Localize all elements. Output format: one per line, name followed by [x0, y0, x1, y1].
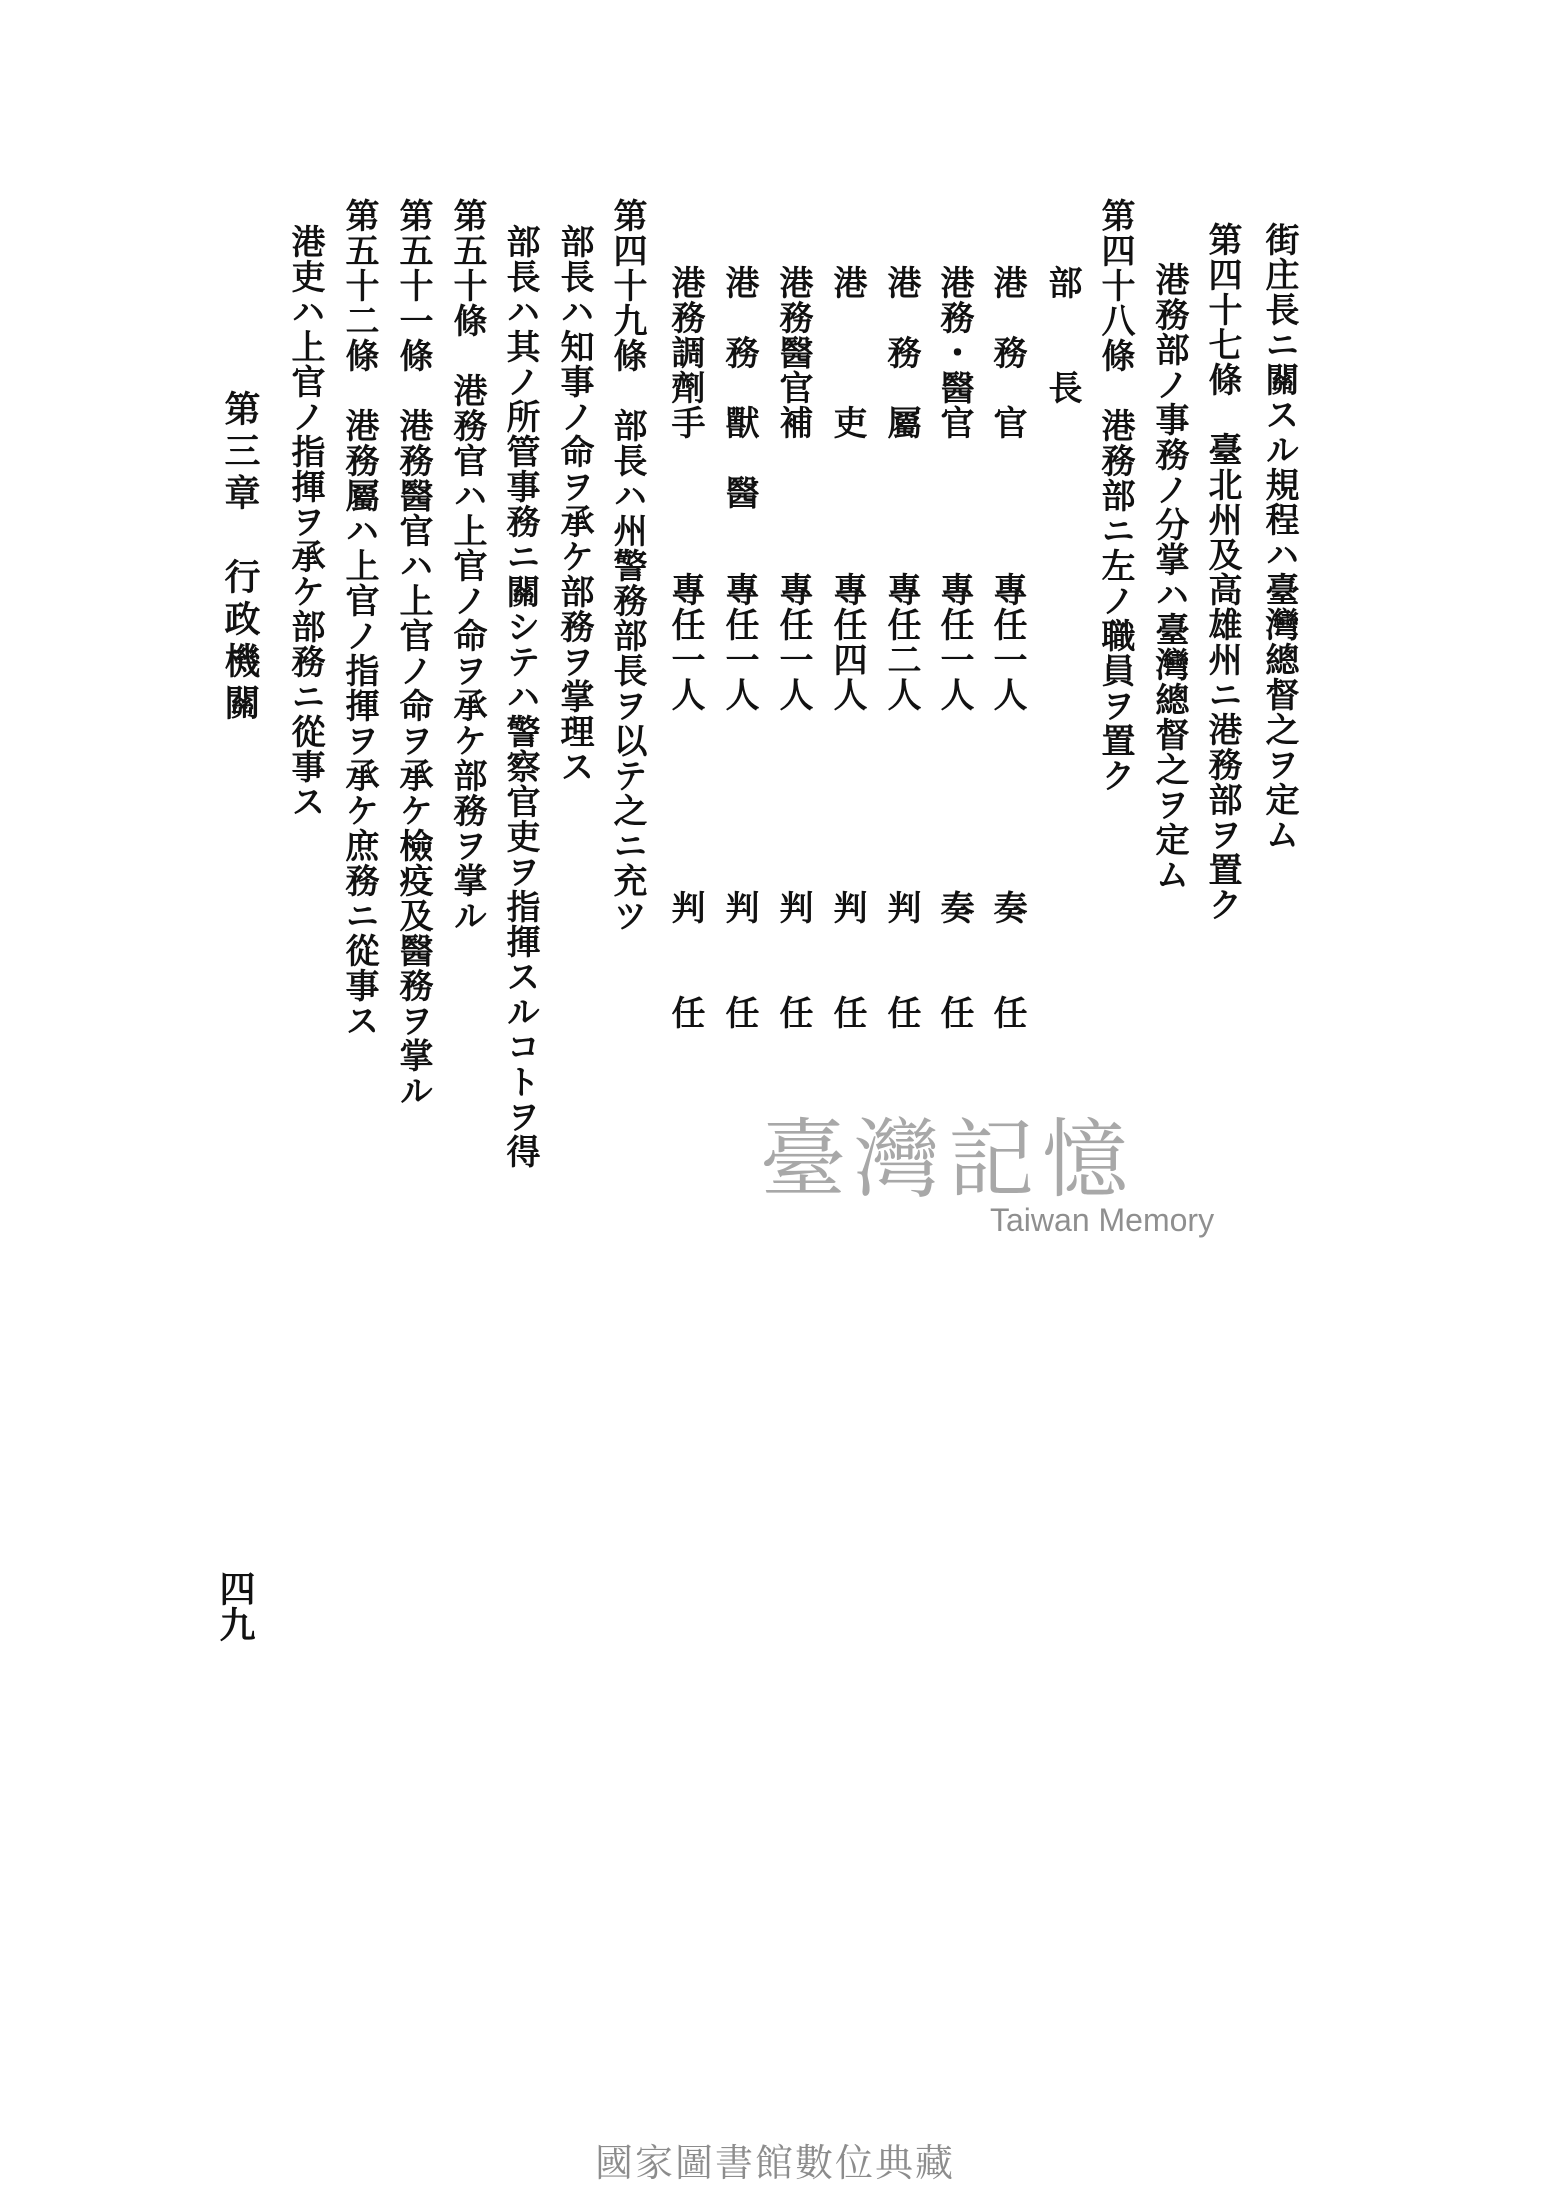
article-49: 第四十九條 部長ハ州警務部長ヲ以テ之ニ充ツ	[607, 198, 647, 933]
staff-title: 港務調劑手	[665, 265, 705, 440]
staff-title: 港 務 官	[987, 265, 1027, 440]
staff-rank: 判 任	[773, 890, 813, 1030]
text-column-2: 第四十七條 臺北州及高雄州ニ港務部ヲ置ク	[1202, 222, 1242, 922]
staff-count: 專任一人	[934, 572, 974, 712]
staff-title: 港 務 獸 醫	[719, 265, 759, 510]
staff-rank: 判 任	[827, 890, 867, 1030]
staff-count: 專任四人	[827, 572, 867, 712]
watermark-logo-text: 臺灣記憶	[760, 1110, 1136, 1210]
staff-rank: 判 任	[665, 890, 705, 1030]
taiwan-memory-watermark	[760, 1090, 1240, 1270]
article-49-clause-2: 部長ハ知事ノ命ヲ承ケ部務ヲ掌理ス	[554, 224, 594, 784]
staff-rank: 奏 任	[987, 890, 1027, 1030]
article-52: 第五十二條 港務屬ハ上官ノ指揮ヲ承ケ庶務ニ從事ス	[339, 198, 379, 1038]
watermark-english: Taiwan Memory	[990, 1202, 1215, 1238]
staff-count: 專任一人	[773, 572, 813, 712]
article-51: 第五十一條 港務醫官ハ上官ノ命ヲ承ケ檢疫及醫務ヲ掌ル	[393, 198, 433, 1108]
staff-title: 部 長	[1042, 265, 1082, 405]
footer-collection-label: 國家圖書館數位典藏	[594, 2141, 955, 2185]
staff-rank: 判 任	[719, 890, 759, 1030]
text-column-3: 港務部ノ事務ノ分掌ハ臺灣總督之ヲ定ム	[1149, 262, 1189, 892]
staff-rank: 奏 任	[934, 890, 974, 1030]
staff-count: 專任一人	[665, 572, 705, 712]
article-50: 第五十條 港務官ハ上官ノ命ヲ承ケ部務ヲ掌ル	[447, 198, 487, 933]
staff-count: 專任一人	[987, 572, 1027, 712]
staff-title: 港務・醫官	[934, 265, 974, 440]
staff-rank: 判 任	[881, 890, 921, 1030]
article-49-clause-3: 部長ハ其ノ所管事務ニ關シテハ警察官吏ヲ指揮スルコトヲ得	[500, 224, 540, 1169]
staff-title: 港 務 屬	[881, 265, 921, 440]
staff-count: 專任二人	[881, 572, 921, 712]
article-52-clause-2: 港吏ハ上官ノ指揮ヲ承ケ部務ニ從事ス	[285, 224, 325, 819]
page-number: 四九	[214, 1570, 256, 1642]
staff-title: 港 吏	[827, 265, 867, 440]
staff-count: 專任一人	[719, 572, 759, 712]
text-column-4: 第四十八條 港務部ニ左ノ職員ヲ置ク	[1095, 198, 1135, 793]
text-column-1: 街庄長ニ關スル規程ハ臺灣總督之ヲ定ム	[1259, 222, 1299, 852]
chapter-header: 第三章 行政機關	[219, 390, 261, 726]
staff-title: 港務醫官補	[773, 265, 813, 440]
